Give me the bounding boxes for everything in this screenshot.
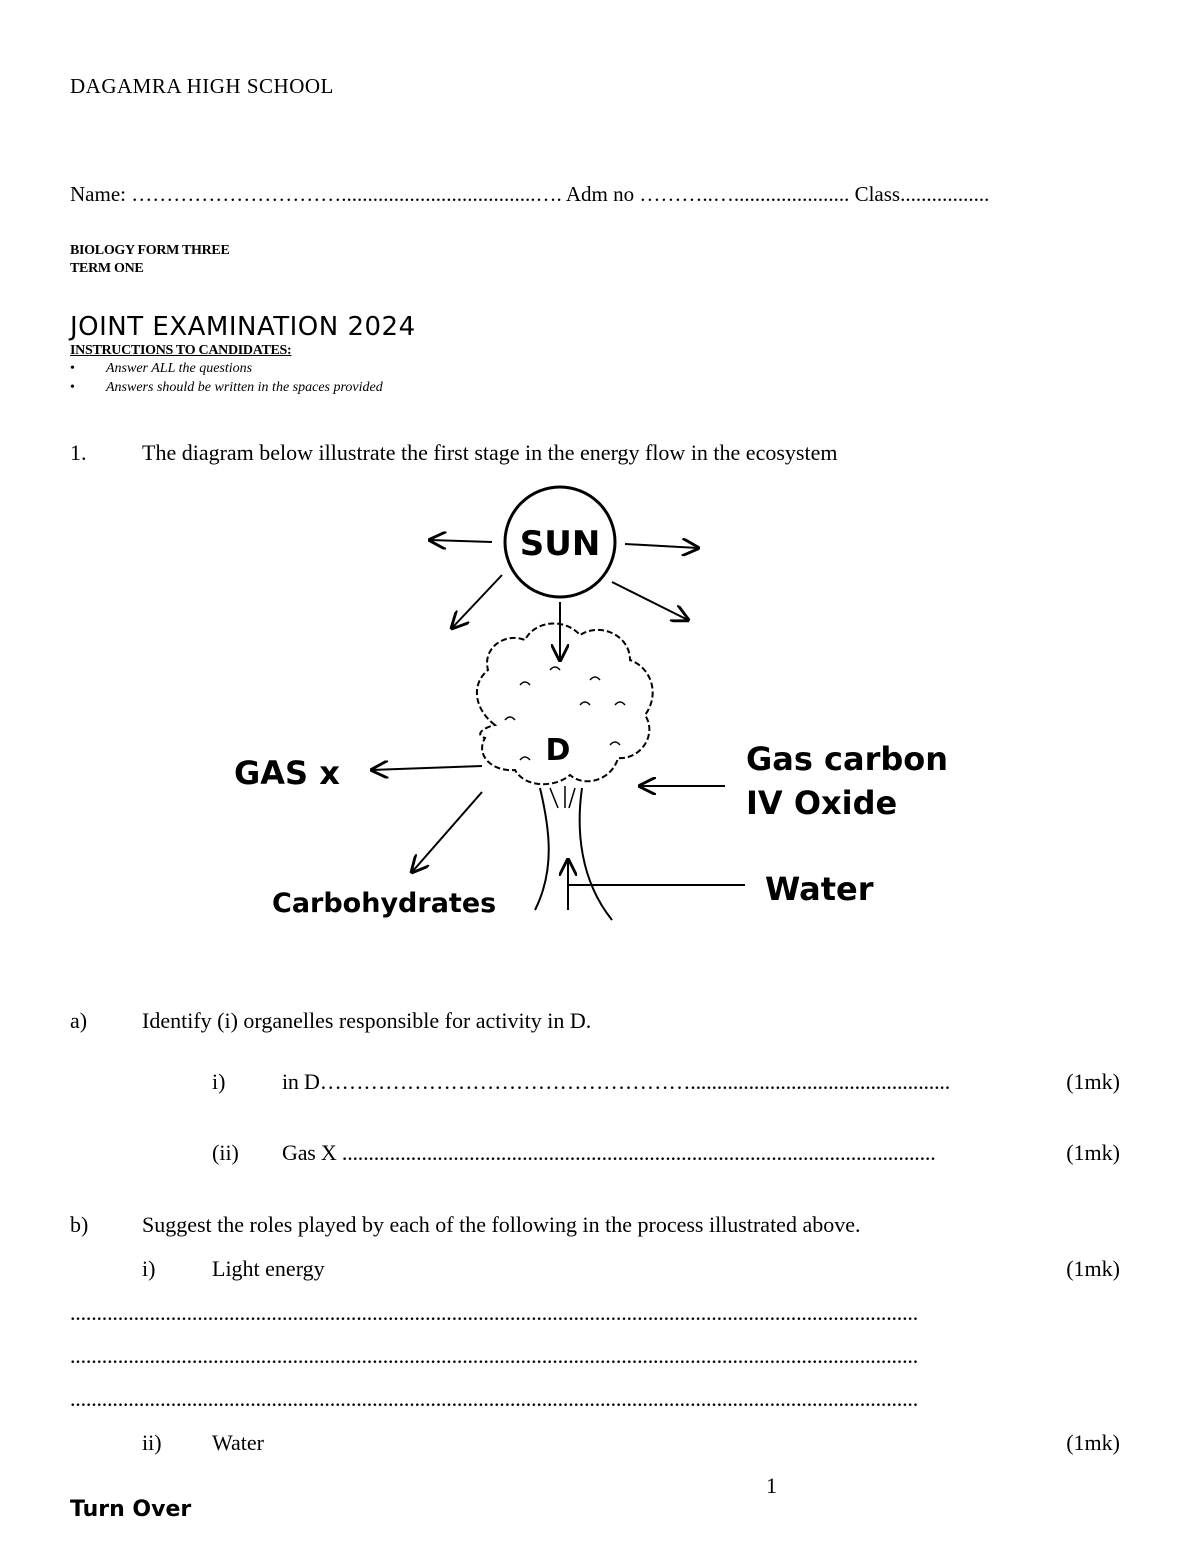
part-a-letter: a) xyxy=(70,1008,88,1033)
bullet-icon: • xyxy=(70,380,75,395)
water-arrow xyxy=(568,860,745,885)
part-b-item-light-energy: Light energy xyxy=(212,1256,325,1281)
term-label: TERM ONE xyxy=(70,261,144,276)
answer-line[interactable]: ................................................................................................................................................................ xyxy=(70,1386,919,1411)
question-text: The diagram below illustrate the first stage in the energy flow in the ecosystem xyxy=(142,440,838,465)
part-b-item-number: ii) xyxy=(142,1430,162,1455)
answer-line-gas-x[interactable]: Gas X ................................................................................................................ xyxy=(282,1140,936,1165)
part-a-text: Identify (i) organelles responsible for activity in D. xyxy=(142,1008,592,1033)
tree-trunk xyxy=(535,788,612,920)
part-b-text: Suggest the roles played by each of the following in the process illustrated above. xyxy=(142,1212,861,1237)
carbohydrates-arrow xyxy=(412,792,482,872)
ray-lower-right-arrow xyxy=(612,582,688,620)
answer-line-in-d[interactable]: in D……………………………………………................................................. xyxy=(282,1069,951,1094)
marks-label: (1mk) xyxy=(1066,1140,1120,1165)
answer-line[interactable]: ................................................................................................................................................................ xyxy=(70,1300,919,1325)
marks-label: (1mk) xyxy=(1066,1430,1120,1455)
school-name: DAGAMRA HIGH SCHOOL xyxy=(70,74,334,98)
turn-over-label: Turn Over xyxy=(70,1497,192,1522)
gas-x-arrow xyxy=(372,766,482,770)
instruction-item: • Answer ALL the questions xyxy=(70,361,253,376)
page-number: 1 xyxy=(766,1473,777,1498)
ray-right-arrow xyxy=(625,544,698,548)
subject-label: BIOLOGY FORM THREE xyxy=(70,243,230,258)
bullet-icon: • xyxy=(70,361,75,376)
marks-label: (1mk) xyxy=(1066,1256,1120,1281)
gas-x-label: GAS x xyxy=(234,754,340,792)
ray-left-arrow xyxy=(430,540,492,542)
ray-lower-left-arrow xyxy=(452,575,502,628)
part-b-item-water: Water xyxy=(212,1430,264,1455)
instruction-item: • Answers should be written in the spaces provided xyxy=(70,380,383,395)
tree-label-d: D xyxy=(545,733,571,768)
marks-label: (1mk) xyxy=(1066,1069,1120,1094)
name-adm-class-line: Name: ………………………….....................................…. Adm no ………..…...................... Class................. xyxy=(70,182,990,206)
co2-label-line1: Gas carbon xyxy=(746,740,949,778)
co2-label-line2: IV Oxide xyxy=(746,784,898,822)
part-b-letter: b) xyxy=(70,1212,89,1237)
carbohydrates-label: Carbohydrates xyxy=(272,888,497,919)
part-a-item-number: i) xyxy=(212,1069,226,1094)
part-b-item-number: i) xyxy=(142,1256,156,1281)
sun-label: SUN xyxy=(519,524,601,564)
energy-flow-diagram xyxy=(220,470,980,940)
question-number: 1. xyxy=(70,440,87,465)
instructions-heading: INSTRUCTIONS TO CANDIDATES: xyxy=(70,343,292,358)
exam-title: JOINT EXAMINATION 2024 xyxy=(70,312,416,342)
water-label: Water xyxy=(765,870,874,908)
part-a-item-number: (ii) xyxy=(212,1140,239,1165)
answer-line[interactable]: ................................................................................................................................................................ xyxy=(70,1343,919,1368)
